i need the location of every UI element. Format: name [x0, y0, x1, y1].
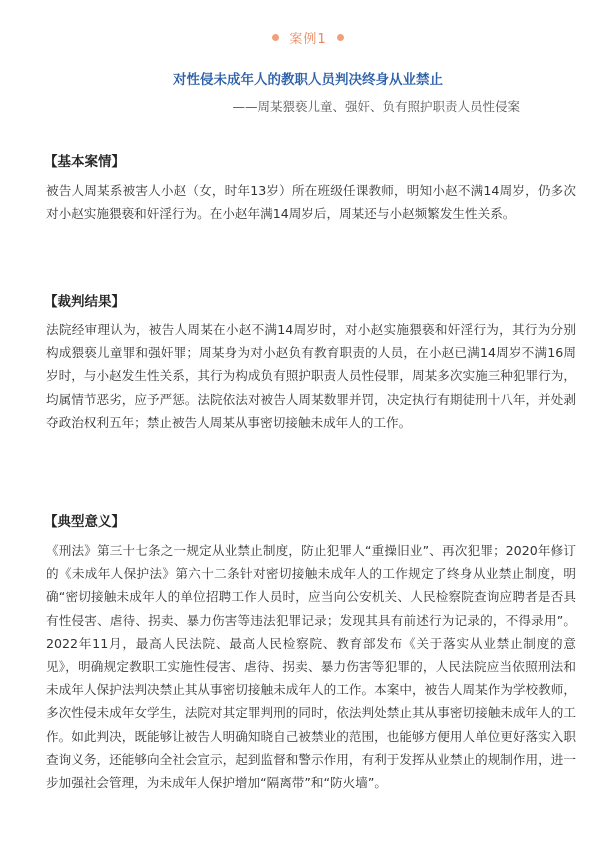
right-dot-icon	[337, 34, 344, 41]
section-heading-judgment: 【裁判结果】	[44, 294, 125, 310]
section-body-judgment: 法院经审理认为，被告人周某在小赵不满14周岁时，对小赵实施猥亵和奸淫行为，其行为分别构成猥亵儿童罪和强奸罪；周某身为对小赵负有教育职责的人员，在小赵已满14周岁不满16周岁时，与小赵发生性关系，其行为构成负有照护职责人员性侵罪，周某多次实施三种犯罪行为，均属情节恶劣，应予严惩。法院依法对被告人周某数罪并罚，决定执行有期徒刑十八年，并处剥夺政治权利五年；禁止被告人周某从事密切接触未成年人的工作。	[46, 322, 576, 430]
article-title: 对性侵未成年人的教职人员判决终身从业禁止	[173, 72, 443, 88]
left-dot-icon	[272, 34, 279, 41]
case-label: 案例1	[289, 32, 327, 47]
section-body-basic-facts: 被告人周某系被害人小赵（女，时年13岁）所在班级任课教师，明知小赵不满14周岁，仍多次对小赵实施猥亵和奸淫行为。在小赵年满14周岁后，周某还与小赵频繁发生性关系。	[46, 183, 576, 222]
section-heading-significance: 【典型意义】	[44, 514, 125, 530]
section-body-significance: 《刑法》第三十七条之一规定从业禁止制度，防止犯罪人“重操旧业”、再次犯罪；2020年修订的《未成年人保护法》第六十二条针对密切接触未成年人的工作规定了终身从业禁止制度，明确“密切接触未成年人的单位招聘工作人员时，应当向公安机关、人民检察院查询应聘者是否具有性侵害、虐待、拐卖、暴力伤害等违法犯罪记录；发现其具有前述行为记录的，不得录用”。2022年11月，最高人民法院、最高人民检察院、教育部发布《关于落实从业禁止制度的意见》，明确规定教职工实施性侵害、虐待、拐卖、暴力伤害等犯罪的，人民法院应当依照刑法和未成年人保护法判决禁止其从事密切接触未成年人的工作。本案中，被告人周某作为学校教师，多次性侵未成年女学生，法院对其定罪判刑的同时，依法判处禁止其从事密切接触未成年人的工作。如此判决，既能够让被告人明确知晓自己被禁业的范围，也能够方便用人单位更好落实入职查询义务，还能够向全社会宣示，起到监督和警示作用，有利于发挥从业禁止的规制作用，进一步加强社会管理，为未成年人保护增加“隔离带”和“防火墙”。	[46, 543, 576, 791]
case-tag	[0, 28, 616, 47]
section-heading-basic-facts: 【基本案情】	[44, 154, 125, 170]
article-subtitle: ——周某猥亵儿童、强奸、负有照护职责人员性侵案	[232, 99, 520, 114]
